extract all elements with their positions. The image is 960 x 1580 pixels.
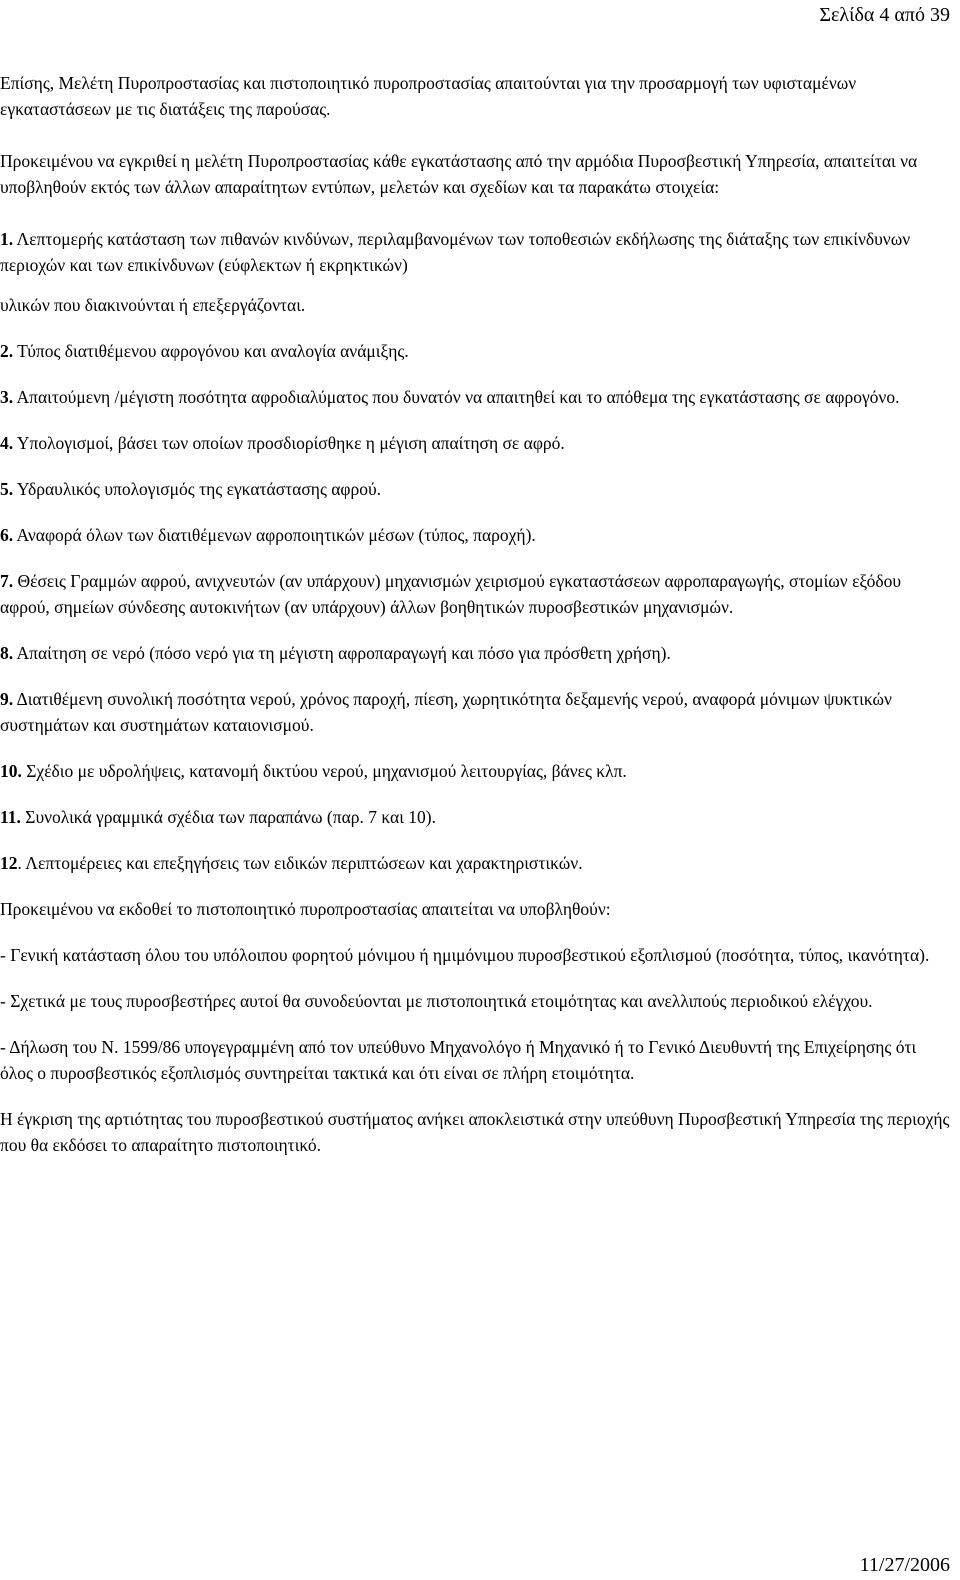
list-item-3 — [0, 384, 950, 410]
list-item-number: 3. — [0, 387, 14, 407]
list-item-number: 7. — [0, 571, 14, 591]
list-item-text: . Λεπτομέρειες και επεξηγήσεις των ειδικών περιπτώσεων και χαρακτηριστικών. — [17, 853, 583, 873]
list-item-8 — [0, 640, 950, 666]
intro-paragraph-1: Επίσης, Μελέτη Πυροπροστασίας και πιστοποιητικό πυροπροστασίας απαιτούνται για την προσαρμογή των υφισταμένων εγκαταστάσεων με τις διατάξεις της παρούσας. — [0, 73, 857, 119]
list-item-text: Απαιτούμενη /μέγιστη ποσότητα αφροδιαλύματος που δυνατόν να απαιτηθεί και το απόθεμα της εγκατάστασης σε αφρογόνο. — [13, 387, 900, 407]
list-item-text: Υδραυλικός υπολογισμός της εγκατάστασης αφρού. — [13, 479, 382, 499]
list-item-text: Θέσεις Γραμμών αφρού, ανιχνευτών (αν υπάρχουν) μηχανισμών χειρισμού εγκαταστάσεων αφροπαραγωγής, στομίων εξόδου αφρού, σημείων σύνδεσης αυτοκινήτων (αν υπάρχουν) άλλων βοηθητικών πυροσβεστικών μηχανισμών. — [0, 571, 901, 617]
list-item-text: Σχέδιο με υδρολήψεις, κατανομή δικτύου νερού, μηχανισμού λειτουργίας, βάνες κλπ. — [21, 761, 627, 781]
list-item-text: Διατιθέμενη συνολική ποσότητα νερού, χρόνος παροχή, πίεση, χωρητικότητα δεξαμενής νερού, αναφορά μόνιμων ψυκτικών συστημάτων και συστημάτων καταιονισμού. — [0, 689, 892, 735]
list-item-6 — [0, 522, 950, 548]
list-item-12 — [0, 850, 950, 876]
list-item-5 — [0, 476, 950, 502]
list-item-9 — [0, 686, 950, 738]
intro-paragraph-2: Προκειμένου να εγκριθεί η μελέτη Πυροπροστασίας κάθε εγκατάστασης από την αρμόδια Πυροσβεστική Υπηρεσία, απαιτείται να υποβληθούν εκτός των άλλων απαραίτητων εντύπων, μελετών και σχεδίων και τα παρακάτω στοιχεία: — [0, 151, 918, 197]
list-item-text: Λεπτομερής κατάσταση των πιθανών κινδύνων, περιλαμβανομένων των τοποθεσιών εκδήλωσης της διάταξης των επικίνδυνων περιοχών και των επικίνδυνων (εύφλεκτων ή εκρηκτικών) — [0, 229, 911, 275]
closing-paragraph: Η έγκριση της αρτιότητας του πυροσβεστικού συστήματος ανήκει αποκλειστικά στην υπεύθυνη Πυροσβεστική Υπηρεσία της περιοχής που θα εκδόσει το απαραίτητο πιστοποιητικό. — [0, 1109, 950, 1155]
document-body — [0, 70, 950, 1178]
list-item-10 — [0, 758, 950, 784]
page-number: Σελίδα 4 από 39 — [819, 4, 950, 26]
list-item-text: Συνολικά γραμμικά σχέδια των παραπάνω (παρ. 7 και 10). — [20, 807, 436, 827]
certificate-point-1: - Γενική κατάσταση όλου του υπόλοιπου φορητού μόνιμου ή ημιμόνιμου πυροσβεστικού εξοπλισμού (ποσότητα, τύπος, ικανότητα). — [0, 945, 930, 965]
certificate-point-3: - Δήλωση του Ν. 1599/86 υπογεγραμμένη από τον υπεύθυνο Μηχανολόγο ή Μηχανικό ή το Γενικό Διευθυντή της Επιχείρησης ότι όλος ο πυροσβεστικός εξοπλισμός συντηρείται τακτικά και ότι είναι σε πλήρη ετοιμότητα. — [0, 1037, 917, 1083]
list-item-number: 10. — [0, 761, 22, 781]
list-item-text: Υπολογισμοί, βάσει των οποίων προσδιορίσθηκε η μέγιση απαίτηση σε αφρό. — [13, 433, 565, 453]
certificate-intro: Προκειμένου να εκδοθεί το πιστοποιητικό πυροπροστασίας απαιτείται να υποβληθούν: — [0, 899, 611, 919]
list-item-number: 9. — [0, 689, 14, 709]
list-item-7 — [0, 568, 950, 620]
list-item-11 — [0, 804, 950, 830]
list-item-text: Απαίτηση σε νερό (πόσο νερό για τη μέγιστη αφροπαραγωγή και πόσο για πρόσθετη χρήση). — [13, 643, 671, 663]
list-item-1 — [0, 226, 950, 278]
list-item-number: 8. — [0, 643, 14, 663]
list-item-number: 2. — [0, 341, 14, 361]
list-item-number: 1. — [0, 229, 14, 249]
list-item-1-continuation: υλικών που διακινούνται ή επεξεργάζονται. — [0, 295, 306, 315]
list-item-text: Αναφορά όλων των διατιθέμενων αφροποιητικών μέσων (τύπος, παροχή). — [13, 525, 536, 545]
certificate-point-2: - Σχετικά με τους πυροσβεστήρες αυτοί θα συνοδεύονται με πιστοποιητικά ετοιμότητας και ανελλιπούς περιοδικού ελέγχου. — [0, 991, 873, 1011]
list-item-4 — [0, 430, 950, 456]
list-item-number: 4. — [0, 433, 14, 453]
list-item-2 — [0, 338, 950, 364]
footer-date: 11/27/2006 — [859, 1554, 950, 1576]
list-item-number: 5. — [0, 479, 14, 499]
list-item-number: 12 — [0, 853, 18, 873]
list-item-text: Τύπος διατιθέμενου αφρογόνου και αναλογία ανάμιξης. — [13, 341, 409, 361]
list-item-number: 6. — [0, 525, 14, 545]
list-item-number: 11. — [0, 807, 21, 827]
